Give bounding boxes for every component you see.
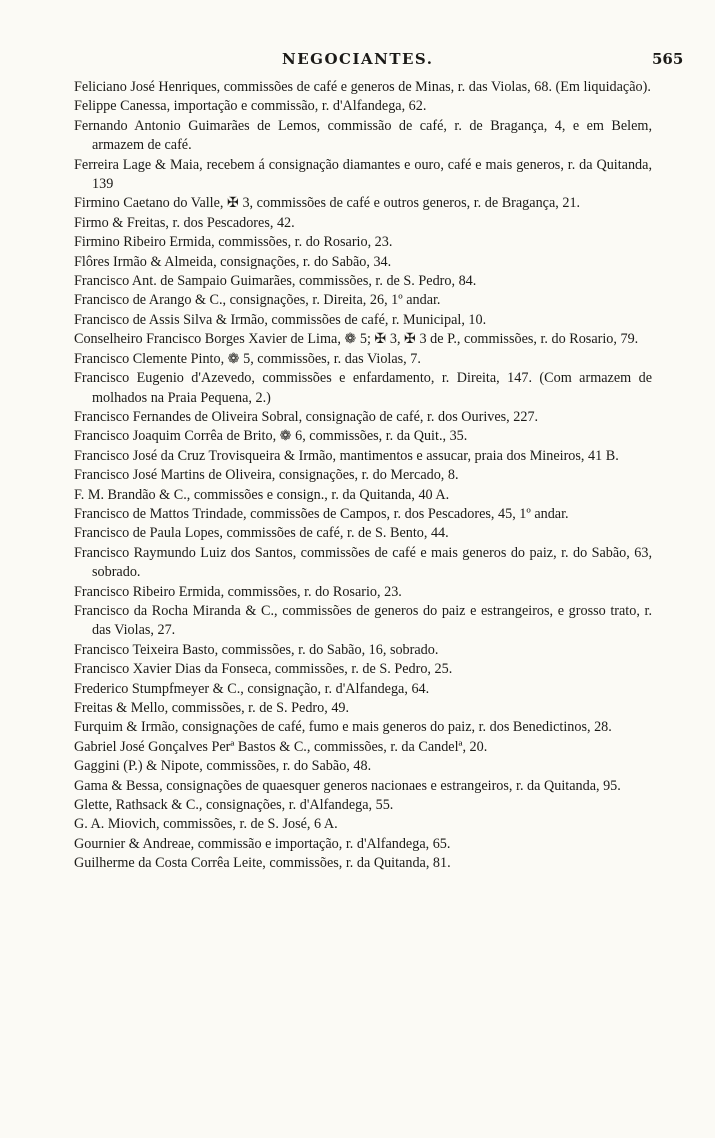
merchant-list [74, 78, 652, 874]
list-item: Francisco de Assis Silva & Irmão, commissões de café, r. Municipal, 10. [74, 311, 487, 328]
list-item: Conselheiro Francisco Borges Xavier de Lima, ❁ 5; ✠ 3, ✠ 3 de P., commissões, r. do Rosario, 79. [74, 331, 639, 348]
list-item: Francisco de Arango & C., consignações, r. Direita, 26, 1º andar. [74, 292, 441, 309]
page-title: NEGOCIANTES. [282, 50, 434, 68]
list-item: F. M. Brandão & C., commissões e consign., r. da Quitanda, 40 A. [74, 486, 450, 503]
list-item: Glette, Rathsack & C., consignações, r. d'Alfandega, 55. [74, 797, 394, 814]
list-item: Gournier & Andreae, commissão e importação, r. d'Alfandega, 65. [74, 835, 451, 852]
list-item: Furquim & Irmão, consignações de café, fumo e mais generos do paiz, r. dos Benedictinos, 28. [74, 719, 612, 736]
page-header [0, 50, 715, 72]
list-item: Gaggini (P.) & Nipote, commissões, r. do Sabão, 48. [74, 758, 372, 775]
list-item: Firmino Caetano do Valle, ✠ 3, commissões de café e outros generos, r. de Bragança, 21. [74, 195, 581, 212]
list-item: G. A. Miovich, commissões, r. de S. José, 6 A. [74, 816, 338, 833]
list-item: Felippe Canessa, importação e commissão, r. d'Alfandega, 62. [74, 98, 427, 115]
list-item: Francisco Ant. de Sampaio Guimarães, commissões, r. de S. Pedro, 84. [74, 273, 477, 290]
list-item: Francisco Teixeira Basto, commissões, r. do Sabão, 16, sobrado. [74, 641, 439, 658]
list-item: Francisco José Martins de Oliveira, consignações, r. do Mercado, 8. [74, 467, 459, 484]
list-item: Francisco Fernandes de Oliveira Sobral, consignação de café, r. dos Ourives, 227. [74, 408, 539, 425]
list-item: Freitas & Mello, commissões, r. de S. Pedro, 49. [74, 700, 350, 716]
list-item: Francisco de Mattos Trindade, commissões de Campos, r. dos Pescadores, 45, 1º andar. [74, 505, 569, 522]
list-item: Gama & Bessa, consignações de quaesquer generos nacionaes e estrangeiros, r. da Quitanda, 95. [74, 777, 621, 794]
list-item: Francisco de Paula Lopes, commissões de café, r. de S. Bento, 44. [74, 525, 449, 542]
list-item: Francisco Ribeiro Ermida, commissões, r. do Rosario, 23. [74, 583, 402, 600]
list-item: Francisco Xavier Dias da Fonseca, commissões, r. de S. Pedro, 25. [74, 661, 453, 678]
list-item: Ferreira Lage & Maia, recebem á consignação diamantes e ouro, café e mais generos, r. da Quitanda, 139 [74, 156, 652, 193]
list-item: Francisco Joaquim Corrêa de Brito, ❁ 6, commissões, r. da Quit., 35. [74, 428, 468, 445]
list-item: Gabriel José Gonçalves Perª Bastos & C., commissões, r. da Candelª, 20. [74, 738, 488, 755]
page-number: 565 [652, 50, 684, 68]
list-item: Frederico Stumpfmeyer & C., consignação, r. d'Alfandega, 64. [74, 680, 430, 697]
list-item: Francisco Clemente Pinto, ❁ 5, commissões, r. das Violas, 7. [74, 350, 421, 367]
list-item: Francisco Eugenio d'Azevedo, commissões e enfardamento, r. Direita, 147. (Com armazem de molhados na Praia Pequena, 2.) [74, 370, 652, 406]
list-item: Fernando Antonio Guimarães de Lemos, commissão de café, r. de Bragança, 4, e em Belem, armazem de café. [74, 117, 652, 154]
list-item: Feliciano José Henriques, commissões de café e generos de Minas, r. das Violas, 68. (Em liquidação). [74, 79, 651, 95]
list-item: Firmo & Freitas, r. dos Pescadores, 42. [74, 214, 295, 231]
list-item: Firmino Ribeiro Ermida, commissões, r. do Rosario, 23. [74, 234, 393, 251]
list-item: Francisco da Rocha Miranda & C., commissões de generos do paiz e estrangeiros, e grosso trato, r. das Violas, 27. [74, 602, 652, 639]
list-item: Flôres Irmão & Almeida, consignações, r. do Sabão, 34. [74, 253, 392, 270]
list-item: Francisco José da Cruz Trovisqueira & Irmão, mantimentos e assucar, praia dos Mineiros, 41 B. [74, 447, 619, 464]
list-item: Guilherme da Costa Corrêa Leite, commissões, r. da Quitanda, 81. [74, 855, 451, 872]
list-item: Francisco Raymundo Luiz dos Santos, commissões de café e mais generos do paiz, r. do Sabão, 63, sobrado. [74, 544, 652, 581]
